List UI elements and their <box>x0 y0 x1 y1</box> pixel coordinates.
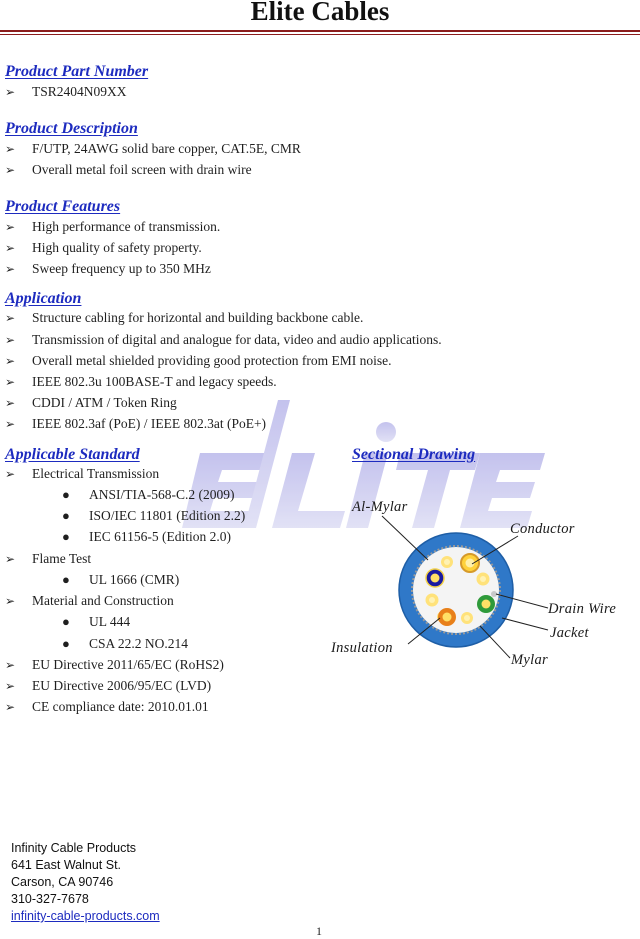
label-conductor: Conductor <box>510 521 575 537</box>
heading-applicable-standard: Applicable Standard <box>5 446 140 463</box>
footer-phone: 310-327-7678 <box>11 892 89 906</box>
label-mylar: Mylar <box>511 652 548 668</box>
title-rule-thin <box>0 34 640 35</box>
list-item: ➢ High quality of safety property. <box>5 240 202 255</box>
sub-list-item: ● ISO/IEC 11801 (Edition 2.2) <box>62 508 246 523</box>
list-item: ➢ CDDI / ATM / Token Ring <box>5 395 177 410</box>
heading-application: Application <box>5 290 82 307</box>
arrow-bullet-icon: ➢ <box>5 142 16 156</box>
arrow-bullet-icon: ➢ <box>5 262 16 276</box>
title-rule <box>0 30 640 32</box>
arrow-bullet-icon: ➢ <box>5 354 16 368</box>
footer-company: Infinity Cable Products <box>11 841 137 855</box>
heading-sectional-drawing: Sectional Drawing <box>352 446 476 463</box>
list-item: ➢ CE compliance date: 2010.01.01 <box>5 699 209 714</box>
sub-list-item: ● IEC 61156-5 (Edition 2.0) <box>62 529 231 544</box>
label-drain-wire: Drain Wire <box>548 601 617 617</box>
list-item: ➢ EU Directive 2006/95/EC (LVD) <box>5 678 212 693</box>
list-item: ➢ IEEE 802.3af (PoE) / IEEE 802.3at (PoE+) <box>5 416 267 431</box>
list-item: ➢ Sweep frequency up to 350 MHz <box>5 261 211 276</box>
list-item: ➢ IEEE 802.3u 100BASE-T and legacy speeds. <box>5 374 277 389</box>
dot-bullet-icon: ● <box>62 487 70 502</box>
heading-features: Product Features <box>5 198 121 215</box>
arrow-bullet-icon: ➢ <box>5 85 16 99</box>
list-item: ➢ EU Directive 2011/65/EC (RoHS2) <box>5 657 224 672</box>
list-item: ➢ Overall metal shielded providing good protection from EMI noise. <box>5 353 392 368</box>
list-item: ➢ Flame Test <box>5 551 92 566</box>
footer-website-link[interactable]: infinity-cable-products.com <box>11 909 160 923</box>
arrow-bullet-icon: ➢ <box>5 417 16 431</box>
arrow-bullet-icon: ➢ <box>5 333 16 347</box>
arrow-bullet-icon: ➢ <box>5 552 16 566</box>
arrow-bullet-icon: ➢ <box>5 700 16 714</box>
list-item: ➢ Material and Construction <box>5 593 174 608</box>
arrow-bullet-icon: ➢ <box>5 679 16 693</box>
footer-city: Carson, CA 90746 <box>11 875 114 889</box>
footer-street: 641 East Walnut St. <box>11 858 122 872</box>
arrow-bullet-icon: ➢ <box>5 311 16 325</box>
dot-bullet-icon: ● <box>62 572 70 587</box>
sub-list-item: ● CSA 22.2 NO.214 <box>62 636 189 651</box>
sub-list-item: ● ANSI/TIA-568-C.2 (2009) <box>62 487 235 502</box>
heading-description: Product Description <box>5 120 138 137</box>
arrow-bullet-icon: ➢ <box>5 396 16 410</box>
dot-bullet-icon: ● <box>62 508 70 523</box>
list-item: ➢ Electrical Transmission <box>5 466 160 481</box>
dot-bullet-icon: ● <box>62 529 70 544</box>
arrow-bullet-icon: ➢ <box>5 467 16 481</box>
document-title: Elite Cables <box>250 0 390 26</box>
sub-list-item: ● UL 444 <box>62 614 131 629</box>
dot-bullet-icon: ● <box>62 614 70 629</box>
arrow-bullet-icon: ➢ <box>5 220 16 234</box>
list-item: ➢ Transmission of digital and analogue for data, video and audio applications. <box>5 332 442 347</box>
page-number: 1 <box>316 924 322 938</box>
list-item: ➢ TSR2404N09XX <box>5 84 127 99</box>
list-item: ➢ Overall metal foil screen with drain wire <box>5 162 252 177</box>
arrow-bullet-icon: ➢ <box>5 594 16 608</box>
list-item: ➢ F/UTP, 24AWG solid bare copper, CAT.5E, CMR <box>5 141 301 156</box>
sub-list-item: ● UL 1666 (CMR) <box>62 572 180 587</box>
arrow-bullet-icon: ➢ <box>5 658 16 672</box>
label-insulation: Insulation <box>331 640 393 656</box>
arrow-bullet-icon: ➢ <box>5 163 16 177</box>
label-al-mylar: Al-Mylar <box>352 499 408 515</box>
list-item: ➢ High performance of transmission. <box>5 219 221 234</box>
arrow-bullet-icon: ➢ <box>5 375 16 389</box>
dot-bullet-icon: ● <box>62 636 70 651</box>
arrow-bullet-icon: ➢ <box>5 241 16 255</box>
heading-part-number: Product Part Number <box>5 63 149 80</box>
list-item: ➢ Structure cabling for horizontal and building backbone cable. <box>5 310 364 325</box>
label-jacket: Jacket <box>550 625 589 641</box>
